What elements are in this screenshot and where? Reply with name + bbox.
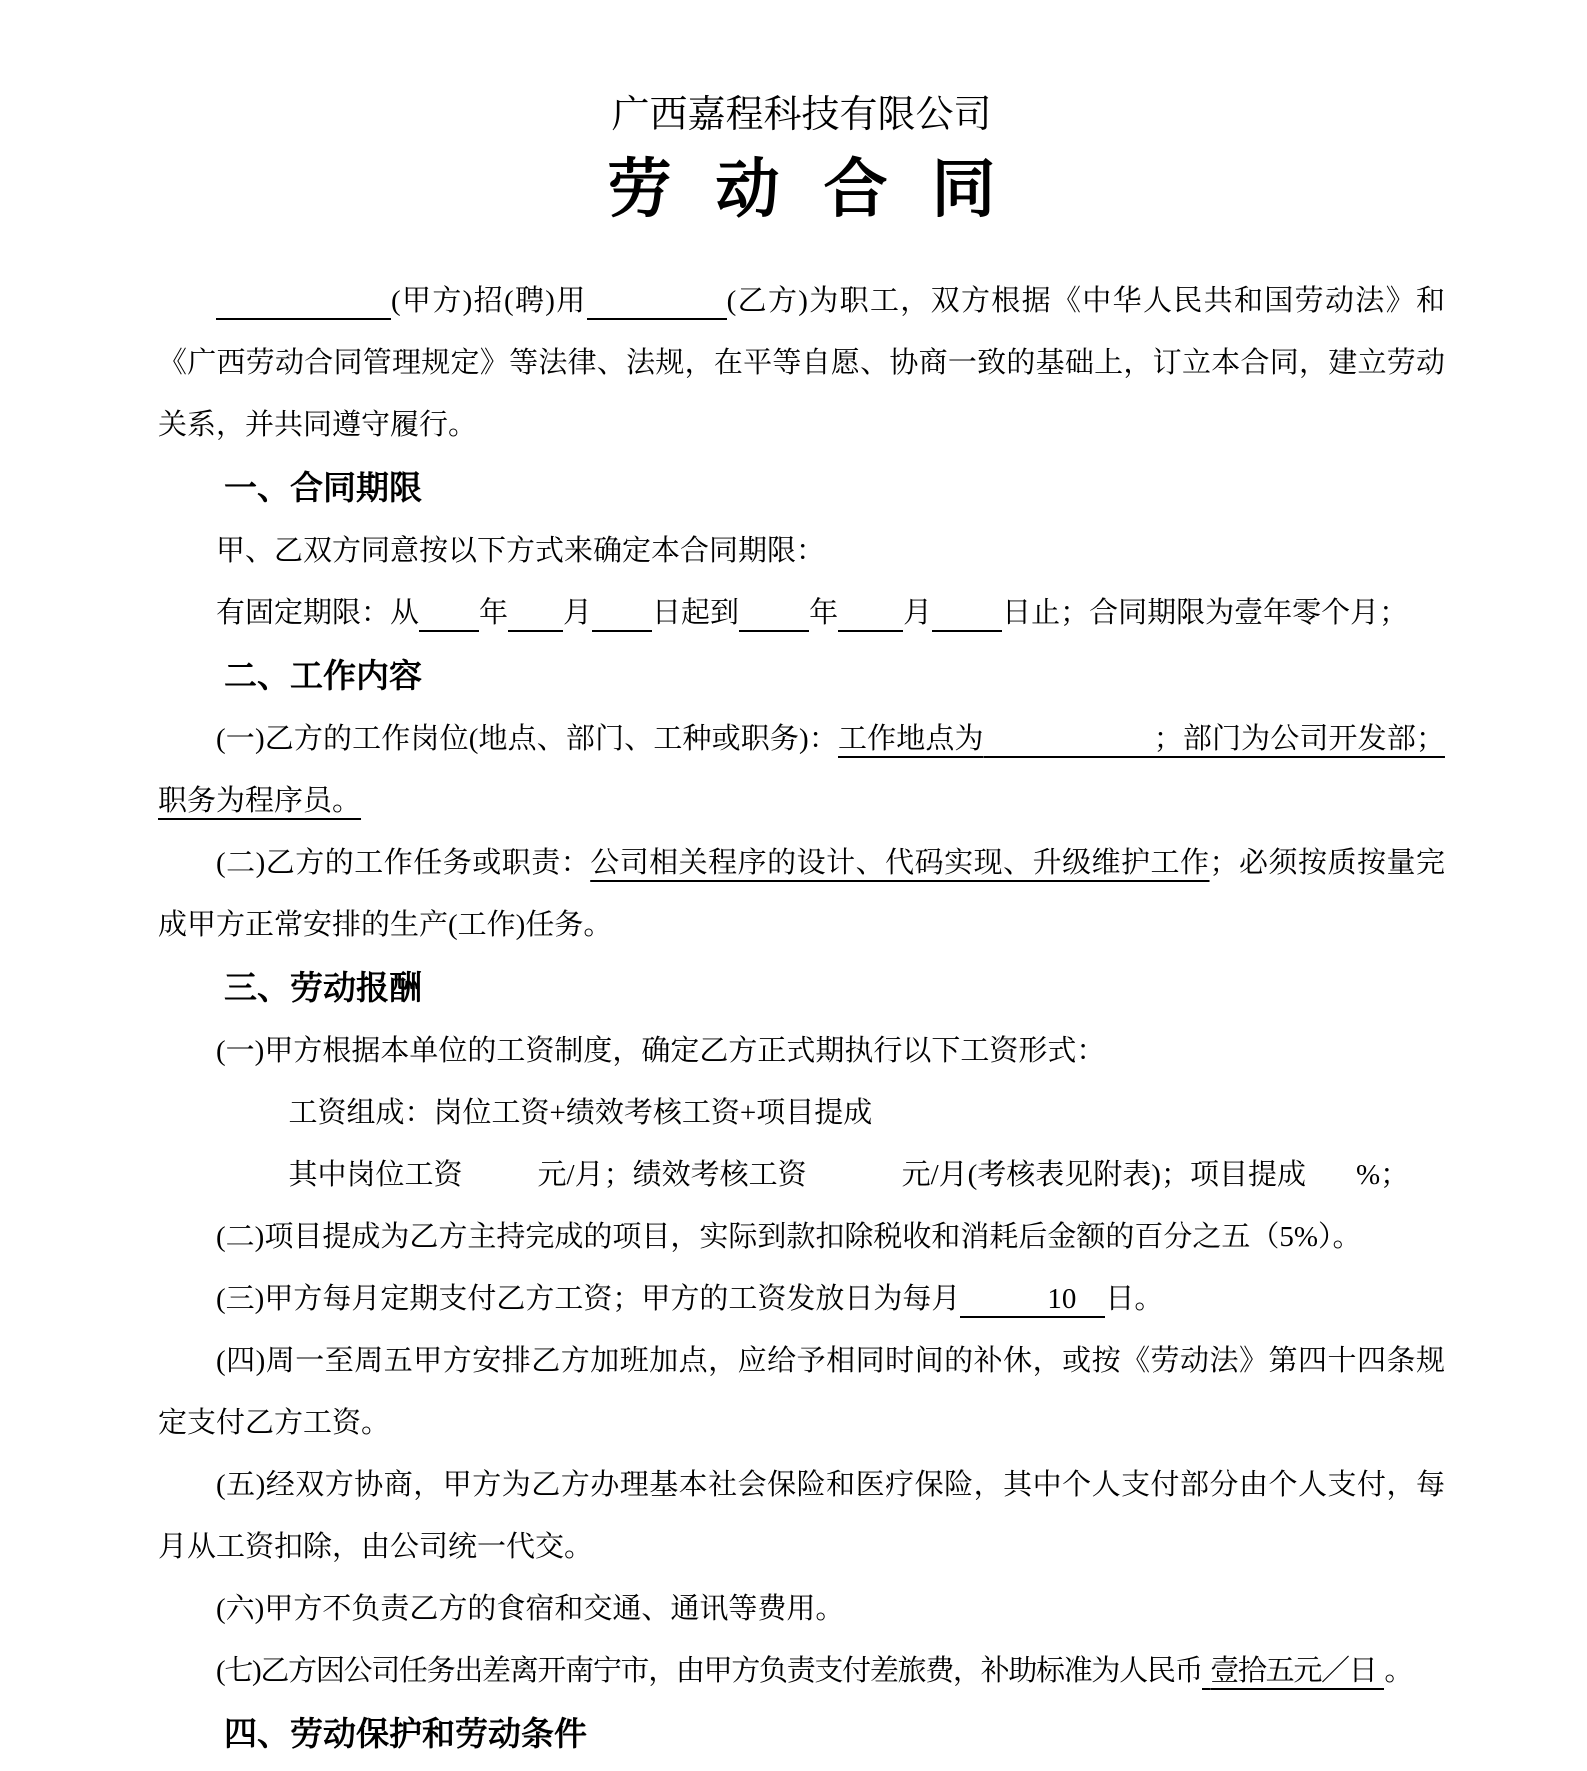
- term-fixed: [158, 582, 1445, 644]
- text-run: 日止；合同期限为壹年零个月；: [1002, 597, 1409, 629]
- blank-gap: [1306, 1144, 1356, 1206]
- underlined-text-run: 壹拾五元／日: [1210, 1655, 1377, 1687]
- fill-in-blank: [216, 284, 391, 320]
- fill-in-blank: 10: [960, 1282, 1105, 1318]
- heading-contract-term: [158, 456, 1445, 520]
- clause-payday: [158, 1268, 1445, 1330]
- text-run: 二、工作内容: [224, 657, 422, 694]
- underlined-text-run: ；部门为公司开发部；职务为程序员。: [158, 723, 1445, 817]
- text-run: (七)乙方因公司任务出差离开南宁市，由甲方负责支付差旅费，补助标准为人民币: [216, 1655, 1203, 1687]
- blank-gap: [463, 1144, 538, 1206]
- fill-in-blank: [838, 596, 903, 632]
- text-run: 工资组成：岗位工资+绩效考核工资+项目提成: [288, 1097, 873, 1129]
- underlined-text-run: 公司相关程序的设计、代码实现、升级维护工作: [590, 847, 1210, 879]
- fill-in-blank: [419, 596, 479, 632]
- text-run: 日。: [1105, 1283, 1164, 1315]
- text-run: %；: [1355, 1159, 1410, 1191]
- text-run: (一)甲方根据本单位的工资制度，确定乙方正式期执行以下工资形式：: [216, 1035, 1106, 1067]
- text-run: 甲、乙双方同意按以下方式来确定本合同期限：: [216, 535, 826, 567]
- clause-job-position: [158, 708, 1445, 832]
- text-run: 日起到: [652, 597, 740, 629]
- clause-insurance: [158, 1454, 1445, 1578]
- text-run: 月: [563, 597, 593, 629]
- company-title: 广西嘉程科技有限公司: [611, 94, 992, 136]
- intro-paragraph: [158, 270, 1445, 456]
- clause-expenses: [158, 1578, 1445, 1640]
- salary-items: [158, 1144, 1445, 1206]
- text-run: (一)乙方的工作岗位(地点、部门、工种或职务)：: [216, 723, 838, 755]
- text-run: (五)经双方协商，甲方为乙方办理基本社会保险和医疗保险，其中个人支付部分由个人支付，每月从工资扣除，由公司统一代交。: [158, 1469, 1445, 1563]
- fill-in-blank: [587, 284, 727, 320]
- heading-work-content: [158, 644, 1445, 708]
- text-run: (乙方)为职工，双方根据《中华人民共和国劳动法》和《广西劳动合同管理规定》等法律、法规，在平等自愿、协商一致的基础上，订立本合同，建立劳动关系，并共同遵守履行。: [158, 285, 1445, 441]
- underlined-text-run: 工作地点为: [838, 723, 984, 755]
- text-run: (三)甲方每月定期支付乙方工资；甲方的工资发放日为每月: [216, 1283, 961, 1315]
- salary-composition: [158, 1082, 1445, 1144]
- fill-in-blank: [592, 596, 652, 632]
- clause-job-duty: [158, 832, 1445, 956]
- fill-in-blank: [508, 596, 563, 632]
- text-run: (六)甲方不负责乙方的食宿和交通、通讯等费用。: [216, 1593, 845, 1625]
- fill-in-blank: [739, 596, 809, 632]
- clause-travel-allowance: [158, 1640, 1445, 1702]
- fill-in-blank: [984, 722, 1154, 758]
- document-body: [158, 270, 1445, 1766]
- text-run: 年: [809, 597, 839, 629]
- text-run: (甲方)招(聘)用: [391, 285, 587, 317]
- text-run: 年: [479, 597, 509, 629]
- clause-commission: [158, 1206, 1445, 1268]
- text-run: 其中岗位工资: [288, 1159, 463, 1191]
- text-run: 元/月(考核表见附表)；项目提成: [901, 1159, 1306, 1191]
- text-run: 月: [903, 597, 933, 629]
- text-run: 元/月；绩效考核工资: [537, 1159, 807, 1191]
- fill-in-blank: [932, 596, 1002, 632]
- clause-overtime: [158, 1330, 1445, 1454]
- text-run: 四、劳动保护和劳动条件: [224, 1715, 587, 1752]
- text-run: 。: [1384, 1655, 1413, 1687]
- main-title: 劳动合同: [607, 153, 1040, 225]
- text-run: 三、劳动报酬: [224, 969, 422, 1006]
- text-run: (四)周一至周五甲方安排乙方加班加点，应给予相同时间的补休，或按《劳动法》第四十四条规定支付乙方工资。: [158, 1345, 1445, 1439]
- text-run: ；必须按质按量完成甲方正常安排的生产(工作)任务。: [158, 847, 1445, 941]
- text-run: 有固定期限：从: [216, 597, 420, 629]
- term-intro: [158, 520, 1445, 582]
- heading-labor-pay: [158, 956, 1445, 1020]
- text-run: 一、合同期限: [224, 469, 422, 506]
- clause-salary-form: [158, 1020, 1445, 1082]
- text-run: (二)项目提成为乙方主持完成的项目，实际到款扣除税收和消耗后金额的百分之五（5%）。: [216, 1221, 1362, 1253]
- blank-gap: [807, 1144, 902, 1206]
- text-run: (二)乙方的工作任务或职责：: [216, 847, 591, 879]
- heading-labor-protection: [158, 1702, 1445, 1766]
